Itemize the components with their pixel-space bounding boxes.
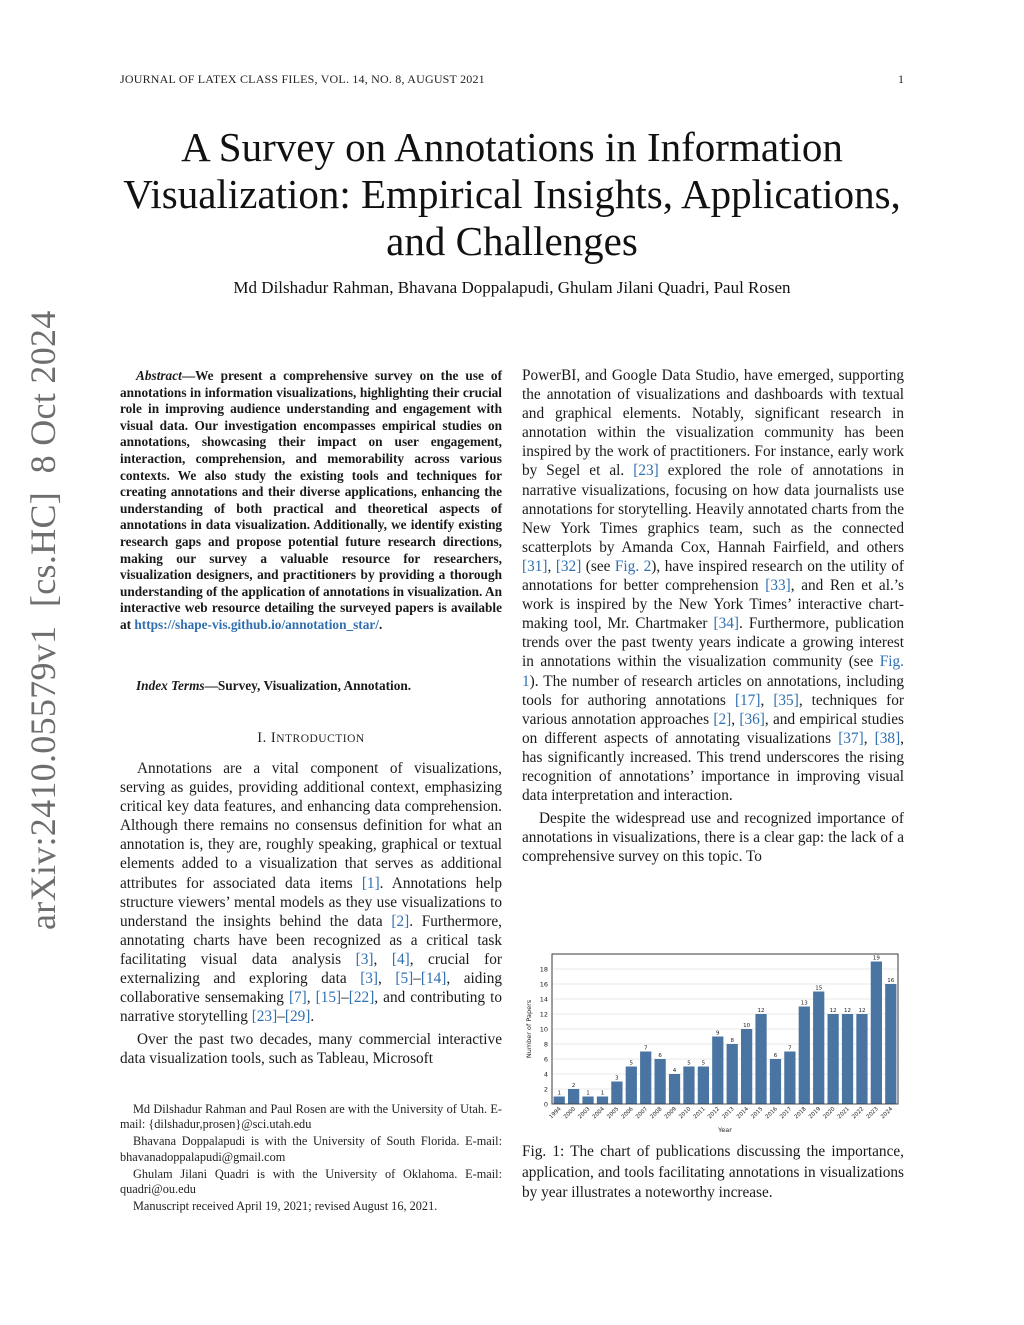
- text-run: , aiding collaborative sensemaking: [120, 970, 502, 1007]
- bar: [856, 1014, 867, 1104]
- citation-link[interactable]: [32]: [555, 557, 582, 575]
- citation-link[interactable]: [2]: [713, 710, 732, 728]
- x-axis-label: Year: [718, 1126, 732, 1134]
- x-tick-label: 2021: [836, 1106, 851, 1121]
- x-tick-label: 2019: [807, 1106, 823, 1121]
- citation-link[interactable]: [3]: [355, 950, 374, 968]
- running-head: JOURNAL OF LATEX CLASS FILES, VOL. 14, NO. 8, AUGUST 2021: [120, 72, 485, 86]
- y-tick-label: 14: [539, 995, 548, 1004]
- text-run: ,: [306, 989, 316, 1007]
- text-run: , and empirical studies on different aspects of annotating visualizations: [522, 710, 905, 747]
- bar: [626, 1067, 637, 1105]
- y-tick-label: 8: [543, 1040, 548, 1049]
- bar-value-label: 4: [672, 1068, 677, 1074]
- text-run: ,: [378, 970, 396, 988]
- section-title-initial: I: [270, 730, 277, 746]
- text-run: .: [310, 1008, 315, 1026]
- bar: [698, 1067, 709, 1105]
- x-tick-label: 2014: [735, 1106, 751, 1121]
- section-heading: [120, 730, 502, 747]
- section-title-rest: NTRODUCTION: [276, 733, 365, 745]
- x-tick-label: 2015: [750, 1106, 765, 1121]
- citation-link[interactable]: [5]: [395, 970, 414, 988]
- abstract-label: Abstract: [136, 368, 182, 383]
- index-terms: [120, 678, 502, 695]
- text-run: ), have inspired research on the utility of annotations for better comprehension: [522, 557, 904, 595]
- x-tick-label: 2009: [663, 1106, 678, 1121]
- x-tick-label: 2024: [880, 1106, 895, 1121]
- figure-1-caption: Fig. 1: The chart of publications discussing the importance, application, and tools facilitating annotations in visualizations by year illustrates a noteworthy increase.: [522, 1143, 904, 1201]
- x-tick-label: 2003: [577, 1106, 592, 1121]
- bar-value-label: 6: [658, 1053, 662, 1059]
- intro-paragraph-4: Despite the widespread use and recognized importance of annotations in visualizations, there is a clear gap: the lack of a comprehensive survey on this topic. To: [522, 810, 904, 866]
- bar: [582, 1097, 593, 1105]
- x-tick-label: 2022: [851, 1106, 866, 1121]
- y-tick-label: 0: [543, 1100, 548, 1109]
- bar: [727, 1044, 738, 1104]
- x-tick-label: 2013: [721, 1106, 736, 1121]
- y-tick-label: 6: [543, 1055, 548, 1064]
- citation-link[interactable]: [2]: [391, 912, 410, 930]
- bar-value-label: 7: [788, 1045, 792, 1052]
- bar-value-label: 19: [872, 955, 880, 962]
- bar-value-label: 5: [629, 1060, 634, 1067]
- x-tick-label: 2017: [779, 1106, 794, 1121]
- paper-title: A Survey on Annotations in Information Visualization: Empirical Insights, Applications, and Challenges: [123, 124, 901, 264]
- resource-link[interactable]: https://shape-vis.github.io/annotation_star/: [134, 616, 379, 632]
- bar-value-label: 16: [887, 978, 895, 984]
- bar: [755, 1014, 766, 1104]
- y-tick-label: 18: [539, 965, 548, 974]
- text-run: ,: [373, 950, 392, 968]
- y-tick-label: 10: [539, 1025, 548, 1034]
- bar-chart: [522, 948, 904, 1136]
- bar-value-label: 5: [687, 1060, 691, 1067]
- text-run: ,: [731, 710, 740, 728]
- x-tick-label: 2018: [793, 1106, 808, 1121]
- text-run: (see: [581, 557, 615, 575]
- bar: [871, 962, 882, 1105]
- footnotes: [120, 1102, 502, 1216]
- figure-1-chart: [522, 948, 904, 1136]
- x-tick-label: 2007: [634, 1106, 650, 1121]
- intro-paragraph-1: [120, 759, 502, 1026]
- citation-link[interactable]: [33]: [765, 577, 791, 595]
- text-run: explored the role of annotations in narrative visualizations, focusing on how data journalists use annotations for storytelling. Heavily annotated charts from the New York Times graphics team, such as the connected scatterplots by Amanda Cox, Hannah Fairfield, and others: [522, 462, 904, 556]
- bar: [885, 984, 896, 1104]
- page-number: 1: [898, 72, 904, 86]
- bar-value-label: 9: [716, 1030, 720, 1037]
- bar-value-label: 12: [844, 1008, 852, 1014]
- y-tick-label: 2: [543, 1085, 548, 1094]
- text-run: –: [341, 989, 349, 1007]
- x-tick-label: 2000: [562, 1106, 578, 1121]
- text-run: , and Ren et al.’s work is inspired by the New York Times’ interactive chart-making tool, Mr. Chartmaker: [522, 577, 904, 633]
- bar: [784, 1052, 795, 1105]
- citation-link[interactable]: [7]: [288, 989, 307, 1007]
- bar: [741, 1029, 752, 1104]
- index-terms-label: Index Terms: [136, 678, 205, 693]
- abstract: [120, 368, 502, 634]
- bar: [712, 1037, 723, 1105]
- bar: [597, 1097, 608, 1105]
- x-tick-label: 2020: [822, 1106, 837, 1121]
- citation-link[interactable]: [23]: [633, 462, 659, 480]
- citation-link[interactable]: [35]: [773, 691, 799, 709]
- text-run: . Furthermore, publication trends over the past twenty years indicate a growing interest in annotations within the visualization community (see: [522, 615, 904, 671]
- citation-link[interactable]: Fig. 2: [614, 557, 652, 575]
- intro-paragraph-2: Over the past two decades, many commercial interactive data visualization tools, such as Tableau, Microsoft: [120, 1031, 502, 1068]
- x-tick-label: 2011: [692, 1106, 707, 1121]
- citation-link[interactable]: Fig. 1: [522, 653, 904, 690]
- x-tick-label: 2010: [678, 1106, 693, 1121]
- bar: [770, 1059, 781, 1104]
- citation-link[interactable]: [17]: [734, 691, 761, 709]
- x-tick-label: 2023: [865, 1106, 880, 1121]
- y-tick-label: 4: [543, 1070, 548, 1079]
- citation-link[interactable]: [29]: [284, 1008, 311, 1026]
- x-tick-label: 2004: [591, 1106, 606, 1121]
- bar: [554, 1097, 565, 1105]
- citation-link[interactable]: [3]: [360, 970, 379, 988]
- abstract-end: .: [378, 616, 383, 632]
- bar-value-label: 2: [571, 1083, 576, 1089]
- text-run: –: [277, 1008, 285, 1026]
- bar-value-label: 12: [757, 1008, 765, 1014]
- abstract-text: —We present a comprehensive survey on the use of annotations in information visualizations, highlighting their crucial role in improving audience understanding and engagement with visual data. Our investigation encompasses empirical studies on annotations, showcasing their impact on user engagement, interaction, comprehension, and memorability across various contexts. We also study the existing tools and techniques for creating annotations and their diverse applications, enhancing the understanding of both practical and theoretical aspects of annotations in data visualization. Additionally, we identify existing research gaps and propose potential future research directions, making our survey a valuable resource for researchers, visualization designers, and practitioners by providing a thorough understanding of the application of annotations in visualization. An interactive web resource detailing the surveyed papers is available at: [120, 368, 502, 632]
- section-number: I.: [257, 730, 267, 746]
- bar-value-label: 8: [730, 1038, 734, 1044]
- bar-value-label: 7: [643, 1045, 648, 1052]
- bar: [568, 1089, 579, 1104]
- bar: [799, 1007, 810, 1105]
- bar: [669, 1074, 680, 1104]
- citation-link[interactable]: [15]: [315, 989, 342, 1007]
- bar-value-label: 13: [800, 1000, 808, 1007]
- y-axis-label: Number of Papers: [525, 999, 533, 1059]
- bar: [655, 1059, 666, 1104]
- text-run: . Annotations help structure viewers’ mental models as they use visualizations to understand the insights behind the data: [120, 874, 503, 930]
- citation-link[interactable]: [37]: [838, 729, 864, 747]
- citation-link[interactable]: [38]: [874, 729, 901, 747]
- footnote: Md Dilshadur Rahman and Paul Rosen are with the University of Utah. E-mail: {dilshadur,prosen}@sci.utah.edu: [120, 1102, 502, 1132]
- bar: [640, 1052, 651, 1105]
- citation-link[interactable]: [1]: [361, 874, 380, 892]
- intro-right-column: [522, 366, 904, 870]
- x-tick-label: 1994: [548, 1106, 563, 1121]
- x-tick-label: 2006: [620, 1106, 635, 1121]
- text-run: , and contributing to narrative storytelling: [120, 989, 502, 1026]
- y-tick-label: 16: [539, 980, 548, 989]
- text-run: ,: [547, 557, 556, 575]
- citation-link[interactable]: [31]: [522, 557, 548, 575]
- y-tick-label: 12: [539, 1010, 548, 1019]
- bar-value-label: 1: [586, 1090, 590, 1097]
- x-tick-label: 2008: [649, 1106, 664, 1121]
- citation-link[interactable]: [22]: [348, 989, 375, 1007]
- x-tick-label: 2016: [764, 1106, 779, 1121]
- bar-value-label: 12: [829, 1008, 837, 1014]
- text-run: ,: [760, 691, 774, 709]
- bar: [611, 1082, 622, 1105]
- text-run: Annotations are a vital component of visualizations, serving as guides, providing additional context, emphasizing critical key data features, and enhancing data comprehension. Although there remains no consensus definition for what an annotation is, they are, roughly speaking, graphical or textual elements added to a visualization that serves as additional attributes for associated data items: [120, 760, 502, 892]
- intro-left-column: [120, 759, 502, 1073]
- citation-link[interactable]: [34]: [713, 615, 739, 633]
- arxiv-identifier[interactable]: arXiv:2410.05579v1 [cs.HC] 8 Oct 2024: [23, 310, 63, 930]
- bar-value-label: 1: [557, 1090, 561, 1097]
- citation-link[interactable]: [36]: [739, 710, 765, 728]
- bar-value-label: 5: [701, 1060, 706, 1067]
- bar: [683, 1067, 694, 1105]
- paper-authors: Md Dilshadur Rahman, Bhavana Doppalapudi, Ghulam Jilani Quadri, Paul Rosen: [233, 278, 791, 297]
- bar-value-label: 6: [773, 1053, 778, 1059]
- bar: [842, 1014, 853, 1104]
- x-tick-label: 2005: [606, 1106, 621, 1121]
- text-run: –: [413, 970, 421, 988]
- x-tick-label: 2012: [707, 1106, 722, 1121]
- bar-value-label: 10: [743, 1023, 751, 1029]
- bar-value-label: 1: [600, 1090, 605, 1097]
- text-run: ). The number of research articles on annotations, including tools for authoring annotations: [522, 672, 904, 709]
- bar-value-label: 3: [615, 1075, 619, 1082]
- index-terms-text: —Survey, Visualization, Annotation.: [204, 678, 412, 693]
- text-run: , has significantly increased. This trend underscores the rising recognition of annotations’ importance in improving visual data interpretation and interaction.: [522, 729, 904, 805]
- intro-paragraph-3: [522, 366, 904, 805]
- bar: [828, 1014, 839, 1104]
- text-run: , techniques for various annotation approaches: [522, 691, 904, 728]
- citation-link[interactable]: [23]: [251, 1008, 278, 1026]
- citation-link[interactable]: [4]: [391, 950, 410, 968]
- footnote: Ghulam Jilani Quadri is with the University of Oklahoma. E-mail: quadri@ou.edu: [120, 1166, 502, 1197]
- text-run: . Furthermore, annotating charts have been recognized as a critical task facilitating visual data analysis: [120, 912, 503, 968]
- bar-value-label: 12: [858, 1008, 866, 1014]
- footnote: Manuscript received April 19, 2021; revised August 16, 2021.: [133, 1199, 438, 1214]
- text-run: , crucial for externalizing and exploring data: [120, 950, 503, 988]
- footnote: Bhavana Doppalapudi is with the University of South Florida. E-mail: bhavanadoppalapudi@gmail.com: [120, 1134, 502, 1164]
- citation-link[interactable]: [14]: [420, 970, 447, 988]
- text-run: ,: [863, 729, 875, 747]
- text-run: PowerBI, and Google Data Studio, have emerged, supporting the annotation of visualizations and dashboards with textual and graphical elements. Notably, significant research in annotation within the visualization community has been inspired by the work of practitioners. For instance, early work by Segel et al.: [522, 367, 904, 480]
- bar: [813, 992, 824, 1105]
- bar-value-label: 15: [815, 985, 823, 992]
